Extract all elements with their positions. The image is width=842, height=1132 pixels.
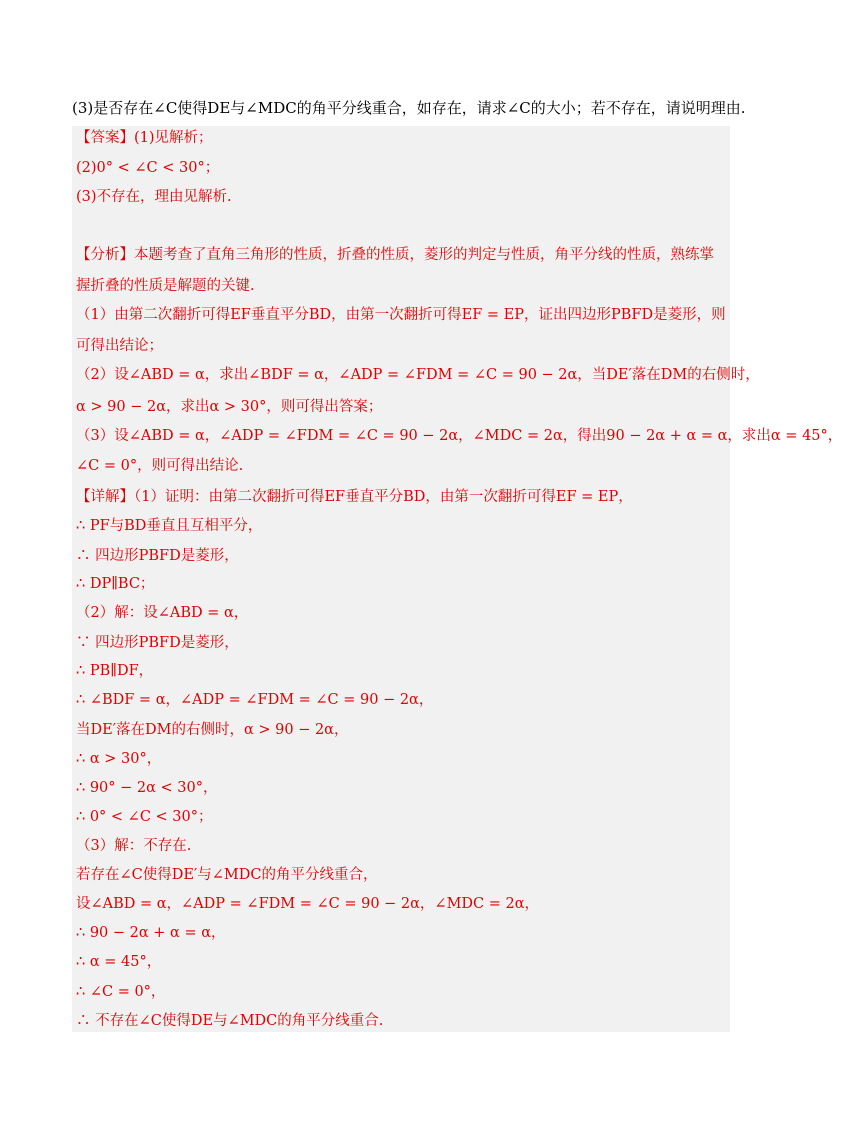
detail-line: ∴ 四边形PBFD是菱形， bbox=[76, 548, 239, 564]
detail-line: 若存在∠C使得DE′与∠MDC的角平分线重合， bbox=[76, 867, 378, 883]
detail-line: 设∠ABD = α，∠ADP = ∠FDM = ∠C = 90 − 2α，∠MDC = 2α， bbox=[76, 896, 540, 912]
detail-line: ∴ DP∥BC； bbox=[76, 576, 155, 592]
detail-line: ∴ 90 − 2α + α = α， bbox=[76, 925, 226, 941]
analysis-part-1: （1）由第二次翻折可得EF垂直平分BD，由第一次翻折可得EF = EP，证出四边形PBFD是菱形，则可得出结论； bbox=[76, 307, 726, 354]
answer-line-1: 【答案】(1)见解析； bbox=[76, 130, 213, 146]
detail-line: ∴ 0° < ∠C < 30°； bbox=[76, 809, 213, 825]
analysis-intro: 【分析】本题考查了直角三角形的性质，折叠的性质，菱形的判定与性质，角平分线的性质，熟练掌握折叠的性质是解题的关键. bbox=[76, 247, 714, 294]
detail-line: ∴ α = 45°， bbox=[76, 954, 162, 970]
detail-line: ∵ 四边形PBFD是菱形， bbox=[76, 635, 239, 651]
answer-line-2: (2)0° < ∠C < 30°； bbox=[76, 160, 220, 176]
detail-line: ∴ PB∥DF， bbox=[76, 663, 154, 679]
detail-line: ∴ 90° − 2α < 30°， bbox=[76, 780, 218, 796]
detail-line: 【详解】（1）证明：由第二次翻折可得EF垂直平分BD，由第一次翻折可得EF = EP， bbox=[76, 489, 633, 505]
detail-line: （2）解：设∠ABD = α， bbox=[76, 605, 249, 621]
answer-line-3: (3)不存在，理由见解析. bbox=[76, 189, 232, 205]
detail-line: ∴ ∠C = 0°， bbox=[76, 984, 166, 1000]
detail-line: ∴ PF与BD垂直且互相平分， bbox=[76, 518, 263, 534]
analysis-part-2b: α > 90 − 2α，求出α > 30°，则可得出答案； bbox=[76, 399, 383, 415]
detail-line: （3）解：不存在. bbox=[76, 838, 192, 854]
detail-line: ∴ 不存在∠C使得DE与∠MDC的角平分线重合. bbox=[76, 1013, 384, 1029]
analysis-part-3a: （3）设∠ABD = α，∠ADP = ∠FDM = ∠C = 90 − 2α，∠MDC = 2α，得出90 − 2α + α = α，求出α = 45°， bbox=[76, 428, 842, 444]
detail-line: ∴ ∠BDF = α，∠ADP = ∠FDM = ∠C = 90 − 2α， bbox=[76, 692, 434, 708]
analysis-part-2a: （2）设∠ABD = α，求出∠BDF = α，∠ADP = ∠FDM = ∠C = 90 − 2α，当DE′落在DM的右侧时， bbox=[76, 367, 760, 383]
analysis-part-3b: ∠C = 0°，则可得出结论. bbox=[76, 458, 244, 474]
question-part-3: (3)是否存在∠C使得DE与∠MDC的角平分线重合，如存在，请求∠C的大小；若不存在，请说明理由. bbox=[72, 99, 746, 117]
detail-line: ∴ α > 30°， bbox=[76, 751, 162, 767]
detail-line: 当DE′落在DM的右侧时，α > 90 − 2α， bbox=[76, 722, 349, 738]
